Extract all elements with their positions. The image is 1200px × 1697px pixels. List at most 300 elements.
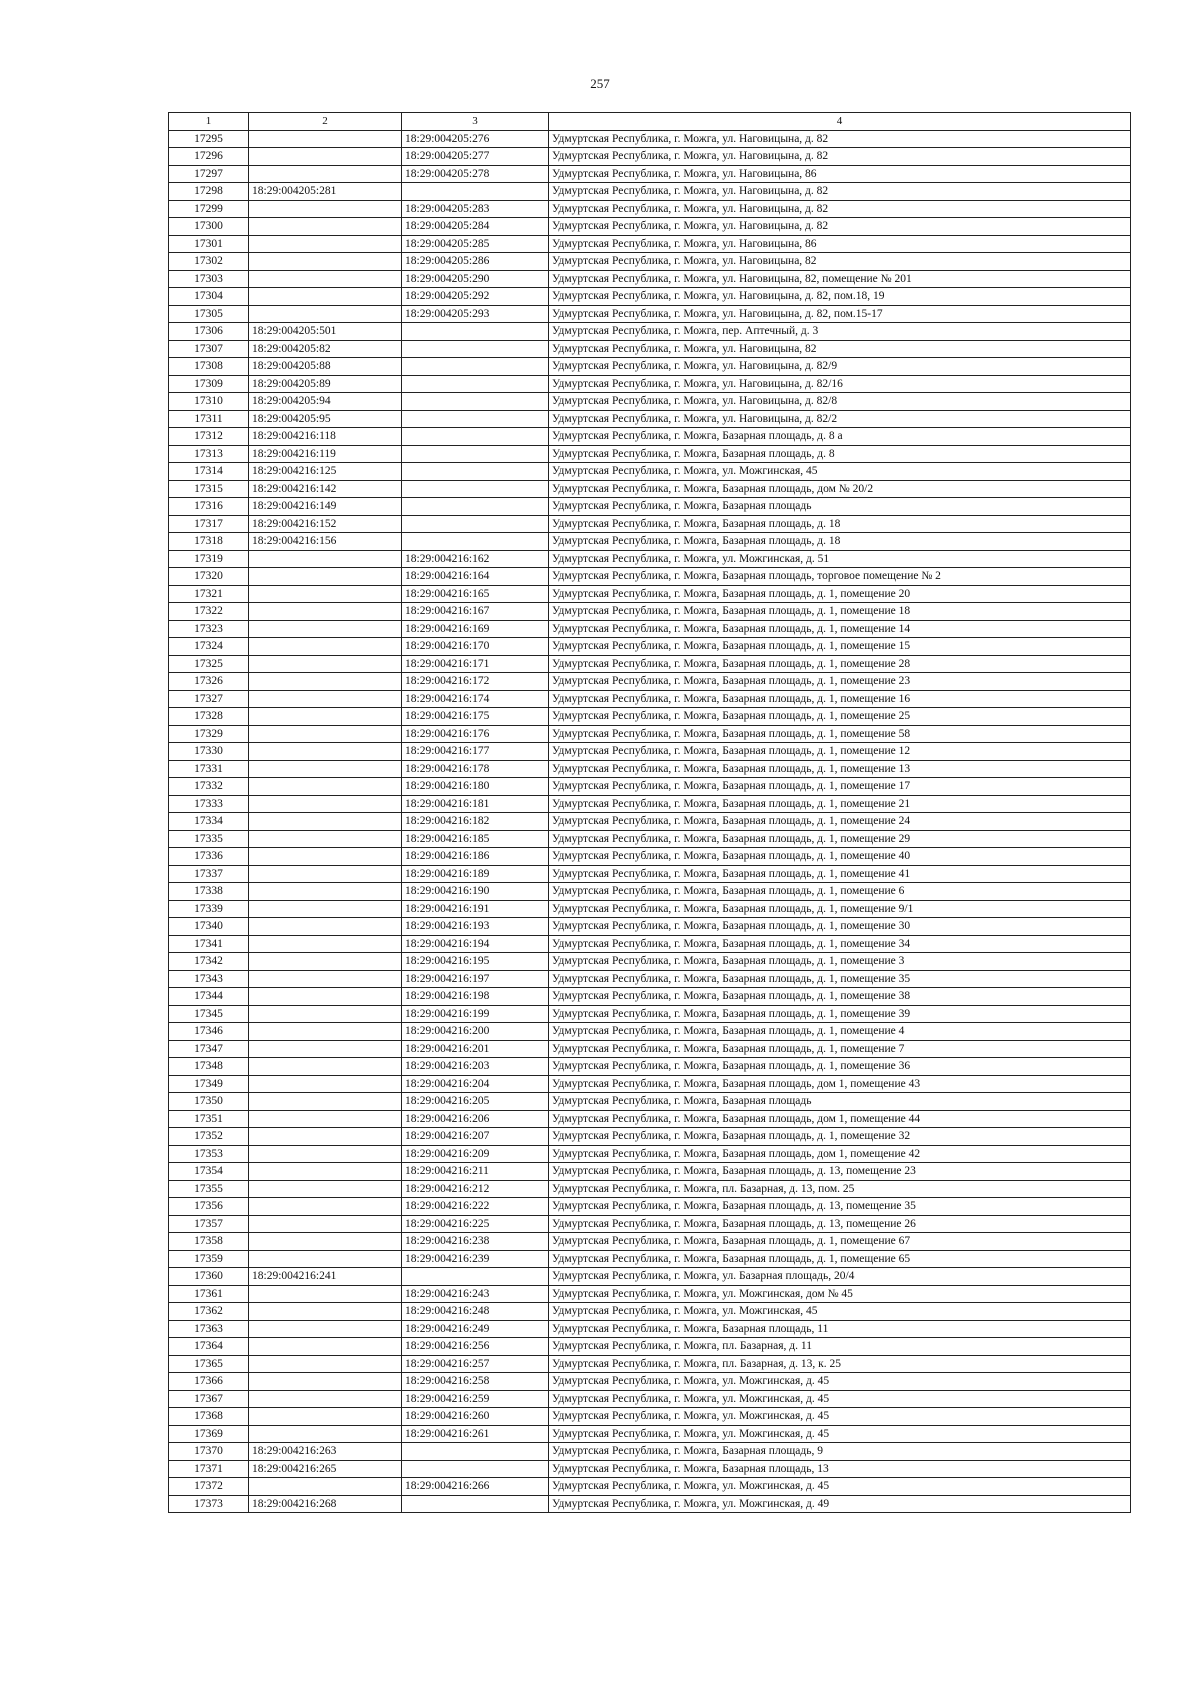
cadastral-number-secondary-cell: 18:29:004216:165	[402, 585, 549, 603]
cadastral-number-secondary-cell	[402, 1495, 549, 1513]
cadastral-number-secondary-cell: 18:29:004205:286	[402, 253, 549, 271]
cadastral-number-secondary-cell: 18:29:004216:177	[402, 743, 549, 761]
cadastral-number-cell	[249, 1250, 402, 1268]
table-row	[169, 253, 1131, 271]
address-cell: Удмуртская Республика, г. Можга, Базарная площадь	[549, 1093, 1131, 1111]
address-cell: Удмуртская Республика, г. Можга, Базарная площадь, д. 1, помещение 58	[549, 725, 1131, 743]
cadastral-number-secondary-cell: 18:29:004216:181	[402, 795, 549, 813]
address-cell: Удмуртская Республика, г. Можга, ул. Можгинская, 45	[549, 463, 1131, 481]
table-row	[169, 620, 1131, 638]
row-number-cell: 17331	[169, 760, 249, 778]
table-row	[169, 1390, 1131, 1408]
cadastral-number-secondary-cell: 18:29:004216:199	[402, 1005, 549, 1023]
address-cell: Удмуртская Республика, г. Можга, ул. Наговицына, 86	[549, 235, 1131, 253]
cadastral-number-cell	[249, 165, 402, 183]
cadastral-number-cell	[249, 638, 402, 656]
address-cell: Удмуртская Республика, г. Можга, Базарная площадь, 11	[549, 1320, 1131, 1338]
table-row	[169, 1268, 1131, 1286]
cadastral-number-cell	[249, 900, 402, 918]
table-row	[169, 1408, 1131, 1426]
cadastral-number-cell	[249, 1198, 402, 1216]
row-number-cell: 17309	[169, 375, 249, 393]
cadastral-number-cell	[249, 1040, 402, 1058]
cadastral-number-secondary-cell: 18:29:004216:200	[402, 1023, 549, 1041]
row-number-cell: 17361	[169, 1285, 249, 1303]
cadastral-number-cell	[249, 270, 402, 288]
table-row	[169, 183, 1131, 201]
address-cell: Удмуртская Республика, г. Можга, Базарная площадь, д. 13, помещение 35	[549, 1198, 1131, 1216]
cadastral-number-cell	[249, 673, 402, 691]
row-number-cell: 17298	[169, 183, 249, 201]
row-number-cell: 17319	[169, 550, 249, 568]
table-row	[169, 375, 1131, 393]
address-cell: Удмуртская Республика, г. Можга, Базарная площадь, д. 1, помещение 13	[549, 760, 1131, 778]
address-cell: Удмуртская Республика, г. Можга, ул. Наговицына, д. 82	[549, 148, 1131, 166]
table-row	[169, 1005, 1131, 1023]
table-row	[169, 725, 1131, 743]
cadastral-number-cell: 18:29:004205:281	[249, 183, 402, 201]
table-row	[169, 1478, 1131, 1496]
table-row	[169, 165, 1131, 183]
table-row	[169, 935, 1131, 953]
cadastral-number-secondary-cell: 18:29:004216:239	[402, 1250, 549, 1268]
table-row	[169, 445, 1131, 463]
cadastral-number-cell	[249, 830, 402, 848]
table-row	[169, 988, 1131, 1006]
row-number-cell: 17320	[169, 568, 249, 586]
table-row	[169, 568, 1131, 586]
row-number-cell: 17358	[169, 1233, 249, 1251]
address-cell: Удмуртская Республика, г. Можга, Базарная площадь, д. 1, помещение 65	[549, 1250, 1131, 1268]
cadastral-number-cell	[249, 1110, 402, 1128]
cadastral-number-cell	[249, 200, 402, 218]
address-cell: Удмуртская Республика, г. Можга, ул. Можгинская, 45	[549, 1303, 1131, 1321]
row-number-cell: 17370	[169, 1443, 249, 1461]
cadastral-number-secondary-cell: 18:29:004216:164	[402, 568, 549, 586]
address-cell: Удмуртская Республика, г. Можга, Базарная площадь, д. 1, помещение 40	[549, 848, 1131, 866]
cadastral-number-secondary-cell: 18:29:004216:261	[402, 1425, 549, 1443]
row-number-cell: 17295	[169, 130, 249, 148]
address-cell: Удмуртская Республика, г. Можга, ул. Можгинская, д. 45	[549, 1373, 1131, 1391]
table-row	[169, 1320, 1131, 1338]
row-number-cell: 17368	[169, 1408, 249, 1426]
cadastral-number-secondary-cell: 18:29:004216:197	[402, 970, 549, 988]
cadastral-number-secondary-cell: 18:29:004216:256	[402, 1338, 549, 1356]
cadastral-number-secondary-cell: 18:29:004205:278	[402, 165, 549, 183]
table-row	[169, 1215, 1131, 1233]
address-cell: Удмуртская Республика, г. Можга, Базарная площадь, д. 1, помещение 18	[549, 603, 1131, 621]
row-number-cell: 17336	[169, 848, 249, 866]
cadastral-number-secondary-cell: 18:29:004216:249	[402, 1320, 549, 1338]
cadastral-number-secondary-cell: 18:29:004216:186	[402, 848, 549, 866]
row-number-cell: 17362	[169, 1303, 249, 1321]
cadastral-number-cell	[249, 760, 402, 778]
cadastral-number-secondary-cell: 18:29:004216:178	[402, 760, 549, 778]
row-number-cell: 17369	[169, 1425, 249, 1443]
row-number-cell: 17326	[169, 673, 249, 691]
address-cell: Удмуртская Республика, г. Можга, Базарная площадь, д. 1, помещение 20	[549, 585, 1131, 603]
address-cell: Удмуртская Республика, г. Можга, Базарная площадь, д. 1, помещение 14	[549, 620, 1131, 638]
row-number-cell: 17344	[169, 988, 249, 1006]
row-number-cell: 17337	[169, 865, 249, 883]
row-number-cell: 17354	[169, 1163, 249, 1181]
cadastral-number-cell	[249, 1425, 402, 1443]
cadastral-number-cell	[249, 288, 402, 306]
table-row	[169, 1285, 1131, 1303]
cadastral-number-secondary-cell: 18:29:004205:276	[402, 130, 549, 148]
address-cell: Удмуртская Республика, г. Можга, Базарная площадь, дом 1, помещение 43	[549, 1075, 1131, 1093]
cadastral-number-secondary-cell: 18:29:004205:283	[402, 200, 549, 218]
cadastral-number-secondary-cell	[402, 358, 549, 376]
address-cell: Удмуртская Республика, г. Можга, Базарная площадь, дом № 20/2	[549, 480, 1131, 498]
cadastral-number-cell	[249, 1355, 402, 1373]
cadastral-number-cell: 18:29:004216:268	[249, 1495, 402, 1513]
cadastral-number-cell	[249, 568, 402, 586]
row-number-cell: 17373	[169, 1495, 249, 1513]
row-number-cell: 17304	[169, 288, 249, 306]
cadastral-number-secondary-cell: 18:29:004216:182	[402, 813, 549, 831]
cadastral-number-cell: 18:29:004216:125	[249, 463, 402, 481]
cadastral-number-secondary-cell: 18:29:004216:238	[402, 1233, 549, 1251]
cadastral-number-cell	[249, 918, 402, 936]
table-row	[169, 830, 1131, 848]
row-number-cell: 17297	[169, 165, 249, 183]
cadastral-number-secondary-cell: 18:29:004216:205	[402, 1093, 549, 1111]
address-cell: Удмуртская Республика, г. Можга, пер. Аптечный, д. 3	[549, 323, 1131, 341]
cadastral-number-secondary-cell: 18:29:004216:193	[402, 918, 549, 936]
address-cell: Удмуртская Республика, г. Можга, пл. Базарная, д. 13, пом. 25	[549, 1180, 1131, 1198]
cadastral-number-secondary-cell: 18:29:004216:222	[402, 1198, 549, 1216]
cadastral-number-secondary-cell: 18:29:004216:171	[402, 655, 549, 673]
column-header-1: 1	[169, 113, 249, 131]
table-row	[169, 1040, 1131, 1058]
cadastral-number-secondary-cell: 18:29:004216:170	[402, 638, 549, 656]
row-number-cell: 17366	[169, 1373, 249, 1391]
cadastral-number-cell	[249, 883, 402, 901]
address-cell: Удмуртская Республика, г. Можга, Базарная площадь, 13	[549, 1460, 1131, 1478]
cadastral-number-secondary-cell	[402, 480, 549, 498]
table-row	[169, 848, 1131, 866]
cadastral-number-cell	[249, 970, 402, 988]
table-row	[169, 550, 1131, 568]
cadastral-number-cell	[249, 1390, 402, 1408]
cadastral-number-secondary-cell	[402, 1268, 549, 1286]
address-cell: Удмуртская Республика, г. Можга, Базарная площадь, д. 1, помещение 4	[549, 1023, 1131, 1041]
row-number-cell: 17359	[169, 1250, 249, 1268]
cadastral-number-cell	[249, 1058, 402, 1076]
table-row	[169, 1198, 1131, 1216]
row-number-cell: 17335	[169, 830, 249, 848]
page-number: 257	[590, 76, 610, 91]
cadastral-number-cell	[249, 988, 402, 1006]
address-cell: Удмуртская Республика, г. Можга, Базарная площадь, д. 1, помещение 6	[549, 883, 1131, 901]
address-cell: Удмуртская Республика, г. Можга, Базарная площадь, д. 1, помещение 67	[549, 1233, 1131, 1251]
row-number-cell: 17300	[169, 218, 249, 236]
cadastral-number-cell: 18:29:004216:263	[249, 1443, 402, 1461]
cadastral-number-secondary-cell: 18:29:004216:204	[402, 1075, 549, 1093]
address-cell: Удмуртская Республика, г. Можга, ул. Наговицына, д. 82	[549, 183, 1131, 201]
address-cell: Удмуртская Республика, г. Можга, ул. Наговицына, д. 82/16	[549, 375, 1131, 393]
cadastral-number-secondary-cell	[402, 428, 549, 446]
address-cell: Удмуртская Республика, г. Можга, Базарная площадь, д. 1, помещение 25	[549, 708, 1131, 726]
cadastral-number-secondary-cell: 18:29:004216:162	[402, 550, 549, 568]
cadastral-number-secondary-cell: 18:29:004216:209	[402, 1145, 549, 1163]
column-header-3: 3	[402, 113, 549, 131]
address-cell: Удмуртская Республика, г. Можга, Базарная площадь	[549, 498, 1131, 516]
table-row	[169, 655, 1131, 673]
cadastral-number-cell	[249, 1338, 402, 1356]
cadastral-number-secondary-cell: 18:29:004216:169	[402, 620, 549, 638]
cadastral-number-secondary-cell: 18:29:004205:292	[402, 288, 549, 306]
cadastral-number-cell	[249, 655, 402, 673]
cadastral-number-secondary-cell: 18:29:004216:211	[402, 1163, 549, 1181]
cadastral-number-secondary-cell: 18:29:004205:290	[402, 270, 549, 288]
address-cell: Удмуртская Республика, г. Можга, Базарная площадь, д. 1, помещение 24	[549, 813, 1131, 831]
cadastral-number-cell: 18:29:004205:89	[249, 375, 402, 393]
cadastral-number-cell	[249, 848, 402, 866]
row-number-cell: 17296	[169, 148, 249, 166]
address-cell: Удмуртская Республика, г. Можга, ул. Наговицына, д. 82, пом.18, 19	[549, 288, 1131, 306]
cadastral-number-secondary-cell: 18:29:004216:175	[402, 708, 549, 726]
row-number-cell: 17325	[169, 655, 249, 673]
address-cell: Удмуртская Республика, г. Можга, Базарная площадь, д. 1, помещение 3	[549, 953, 1131, 971]
row-number-cell: 17349	[169, 1075, 249, 1093]
table-row	[169, 1443, 1131, 1461]
address-cell: Удмуртская Республика, г. Можга, Базарная площадь, д. 1, помещение 29	[549, 830, 1131, 848]
column-header-4: 4	[549, 113, 1131, 131]
address-cell: Удмуртская Республика, г. Можга, Базарная площадь, д. 13, помещение 23	[549, 1163, 1131, 1181]
address-cell: Удмуртская Республика, г. Можга, Базарная площадь, д. 1, помещение 7	[549, 1040, 1131, 1058]
row-number-cell: 17313	[169, 445, 249, 463]
address-cell: Удмуртская Республика, г. Можга, Базарная площадь, д. 1, помещение 12	[549, 743, 1131, 761]
table-row	[169, 218, 1131, 236]
address-cell: Удмуртская Республика, г. Можга, Базарная площадь, дом 1, помещение 42	[549, 1145, 1131, 1163]
row-number-cell: 17312	[169, 428, 249, 446]
address-cell: Удмуртская Республика, г. Можга, пл. Базарная, д. 13, к. 25	[549, 1355, 1131, 1373]
cadastral-number-cell	[249, 253, 402, 271]
cadastral-number-cell: 18:29:004205:94	[249, 393, 402, 411]
cadastral-number-cell	[249, 1303, 402, 1321]
address-cell: Удмуртская Республика, г. Можга, Базарная площадь, д. 1, помещение 35	[549, 970, 1131, 988]
address-cell: Удмуртская Республика, г. Можга, Базарная площадь, д. 8 а	[549, 428, 1131, 446]
cadastral-number-cell	[249, 1215, 402, 1233]
cadastral-number-cell	[249, 130, 402, 148]
table-row	[169, 900, 1131, 918]
table-row	[169, 358, 1131, 376]
row-number-cell: 17307	[169, 340, 249, 358]
address-cell: Удмуртская Республика, г. Можга, ул. Наговицына, д. 82/8	[549, 393, 1131, 411]
row-number-cell: 17299	[169, 200, 249, 218]
address-cell: Удмуртская Республика, г. Можга, ул. Можгинская, д. 51	[549, 550, 1131, 568]
row-number-cell: 17345	[169, 1005, 249, 1023]
cadastral-number-secondary-cell	[402, 183, 549, 201]
address-cell: Удмуртская Республика, г. Можга, Базарная площадь, д. 1, помещение 21	[549, 795, 1131, 813]
cadastral-number-secondary-cell: 18:29:004216:207	[402, 1128, 549, 1146]
table-row	[169, 288, 1131, 306]
table-row	[169, 200, 1131, 218]
cadastral-number-cell	[249, 1285, 402, 1303]
address-cell: Удмуртская Республика, г. Можга, ул. Наговицына, 86	[549, 165, 1131, 183]
cadastral-number-secondary-cell: 18:29:004216:260	[402, 1408, 549, 1426]
row-number-cell: 17352	[169, 1128, 249, 1146]
table-row	[169, 533, 1131, 551]
cadastral-number-secondary-cell	[402, 498, 549, 516]
address-cell: Удмуртская Республика, г. Можга, ул. Наговицына, д. 82	[549, 200, 1131, 218]
cadastral-number-secondary-cell	[402, 463, 549, 481]
table-row	[169, 1495, 1131, 1513]
cadastral-number-secondary-cell	[402, 323, 549, 341]
cadastral-number-secondary-cell: 18:29:004205:284	[402, 218, 549, 236]
cadastral-number-cell	[249, 1163, 402, 1181]
row-number-cell: 17327	[169, 690, 249, 708]
row-number-cell: 17347	[169, 1040, 249, 1058]
cadastral-number-cell	[249, 218, 402, 236]
cadastral-number-cell	[249, 725, 402, 743]
row-number-cell: 17311	[169, 410, 249, 428]
row-number-cell: 17334	[169, 813, 249, 831]
table-row	[169, 1250, 1131, 1268]
address-cell: Удмуртская Республика, г. Можга, ул. Наговицына, д. 82	[549, 218, 1131, 236]
table-row	[169, 673, 1131, 691]
row-number-cell: 17303	[169, 270, 249, 288]
cadastral-number-cell	[249, 953, 402, 971]
cadastral-number-cell	[249, 550, 402, 568]
table-row	[169, 498, 1131, 516]
cadastral-number-secondary-cell: 18:29:004205:277	[402, 148, 549, 166]
row-number-cell: 17338	[169, 883, 249, 901]
address-cell: Удмуртская Республика, г. Можга, Базарная площадь, дом 1, помещение 44	[549, 1110, 1131, 1128]
table-row	[169, 1355, 1131, 1373]
cadastral-number-cell: 18:29:004216:149	[249, 498, 402, 516]
table-row	[169, 918, 1131, 936]
cadastral-number-secondary-cell: 18:29:004216:191	[402, 900, 549, 918]
row-number-cell: 17365	[169, 1355, 249, 1373]
address-cell: Удмуртская Республика, г. Можга, Базарная площадь, 9	[549, 1443, 1131, 1461]
row-number-cell: 17308	[169, 358, 249, 376]
row-number-cell: 17324	[169, 638, 249, 656]
row-number-cell: 17306	[169, 323, 249, 341]
table-row	[169, 393, 1131, 411]
row-number-cell: 17328	[169, 708, 249, 726]
row-number-cell: 17364	[169, 1338, 249, 1356]
cadastral-number-cell: 18:29:004205:501	[249, 323, 402, 341]
address-cell: Удмуртская Республика, г. Можга, ул. Можгинская, д. 45	[549, 1425, 1131, 1443]
cadastral-number-secondary-cell	[402, 340, 549, 358]
cadastral-number-cell: 18:29:004216:265	[249, 1460, 402, 1478]
cadastral-number-cell: 18:29:004216:156	[249, 533, 402, 551]
row-number-cell: 17339	[169, 900, 249, 918]
row-number-cell: 17356	[169, 1198, 249, 1216]
cadastral-number-cell: 18:29:004205:88	[249, 358, 402, 376]
cadastral-number-secondary-cell: 18:29:004216:190	[402, 883, 549, 901]
cadastral-number-secondary-cell: 18:29:004216:259	[402, 1390, 549, 1408]
cadastral-number-secondary-cell: 18:29:004216:212	[402, 1180, 549, 1198]
cadastral-number-cell	[249, 935, 402, 953]
table-header	[169, 113, 1131, 131]
address-cell: Удмуртская Республика, г. Можга, ул. Можгинская, д. 45	[549, 1390, 1131, 1408]
table-row	[169, 515, 1131, 533]
cadastral-number-secondary-cell: 18:29:004216:198	[402, 988, 549, 1006]
column-header-2: 2	[249, 113, 402, 131]
table-row	[169, 130, 1131, 148]
address-cell: Удмуртская Республика, г. Можга, Базарная площадь, торговое помещение № 2	[549, 568, 1131, 586]
address-cell: Удмуртская Республика, г. Можга, ул. Можгинская, дом № 45	[549, 1285, 1131, 1303]
cadastral-number-cell	[249, 1233, 402, 1251]
cadastral-number-secondary-cell: 18:29:004216:257	[402, 1355, 549, 1373]
table-row	[169, 1163, 1131, 1181]
table-row	[169, 235, 1131, 253]
table-row	[169, 1373, 1131, 1391]
address-cell: Удмуртская Республика, г. Можга, Базарная площадь, д. 1, помещение 15	[549, 638, 1131, 656]
cadastral-number-secondary-cell: 18:29:004216:243	[402, 1285, 549, 1303]
row-number-cell: 17372	[169, 1478, 249, 1496]
table-row	[169, 323, 1131, 341]
row-number-cell: 17341	[169, 935, 249, 953]
cadastral-number-cell	[249, 1373, 402, 1391]
row-number-cell: 17348	[169, 1058, 249, 1076]
table-row	[169, 638, 1131, 656]
cadastral-number-secondary-cell	[402, 375, 549, 393]
row-number-cell: 17351	[169, 1110, 249, 1128]
address-cell: Удмуртская Республика, г. Можга, ул. Наговицына, 82, помещение № 201	[549, 270, 1131, 288]
table-row	[169, 1145, 1131, 1163]
address-cell: Удмуртская Республика, г. Можга, ул. Наговицына, д. 82	[549, 130, 1131, 148]
address-cell: Удмуртская Республика, г. Можга, ул. Наговицына, д. 82, пом.15-17	[549, 305, 1131, 323]
row-number-cell: 17360	[169, 1268, 249, 1286]
address-cell: Удмуртская Республика, г. Можга, пл. Базарная, д. 11	[549, 1338, 1131, 1356]
address-cell: Удмуртская Республика, г. Можга, ул. Базарная площадь, 20/4	[549, 1268, 1131, 1286]
table-row	[169, 865, 1131, 883]
cadastral-number-secondary-cell	[402, 515, 549, 533]
cadastral-number-cell	[249, 1093, 402, 1111]
row-number-cell: 17363	[169, 1320, 249, 1338]
address-cell: Удмуртская Республика, г. Можга, Базарная площадь, д. 1, помещение 9/1	[549, 900, 1131, 918]
cadastral-number-secondary-cell: 18:29:004216:203	[402, 1058, 549, 1076]
row-number-cell: 17316	[169, 498, 249, 516]
table-row	[169, 1338, 1131, 1356]
table-row	[169, 1425, 1131, 1443]
address-cell: Удмуртская Республика, г. Можга, Базарная площадь, д. 1, помещение 39	[549, 1005, 1131, 1023]
cadastral-number-cell	[249, 690, 402, 708]
row-number-cell: 17342	[169, 953, 249, 971]
address-cell: Удмуртская Республика, г. Можга, Базарная площадь, д. 1, помещение 30	[549, 918, 1131, 936]
row-number-cell: 17317	[169, 515, 249, 533]
cadastral-number-cell	[249, 708, 402, 726]
table-row	[169, 970, 1131, 988]
cadastral-number-secondary-cell: 18:29:004216:206	[402, 1110, 549, 1128]
table-row	[169, 305, 1131, 323]
row-number-cell: 17346	[169, 1023, 249, 1041]
cadastral-number-cell	[249, 865, 402, 883]
table-row	[169, 1110, 1131, 1128]
address-cell: Удмуртская Республика, г. Можга, ул. Можгинская, д. 45	[549, 1408, 1131, 1426]
cadastral-number-cell	[249, 1005, 402, 1023]
table-row	[169, 270, 1131, 288]
cadastral-number-secondary-cell: 18:29:004216:201	[402, 1040, 549, 1058]
header-row	[169, 113, 1131, 131]
address-cell: Удмуртская Республика, г. Можга, ул. Наговицына, д. 82/9	[549, 358, 1131, 376]
table-row	[169, 795, 1131, 813]
cadastral-number-secondary-cell: 18:29:004205:293	[402, 305, 549, 323]
row-number-cell: 17305	[169, 305, 249, 323]
cadastral-number-cell	[249, 1320, 402, 1338]
cadastral-number-secondary-cell: 18:29:004216:172	[402, 673, 549, 691]
cadastral-number-secondary-cell	[402, 1460, 549, 1478]
cadastral-number-secondary-cell	[402, 410, 549, 428]
cadastral-number-secondary-cell: 18:29:004216:176	[402, 725, 549, 743]
table-row	[169, 760, 1131, 778]
cadastral-number-secondary-cell: 18:29:004216:180	[402, 778, 549, 796]
